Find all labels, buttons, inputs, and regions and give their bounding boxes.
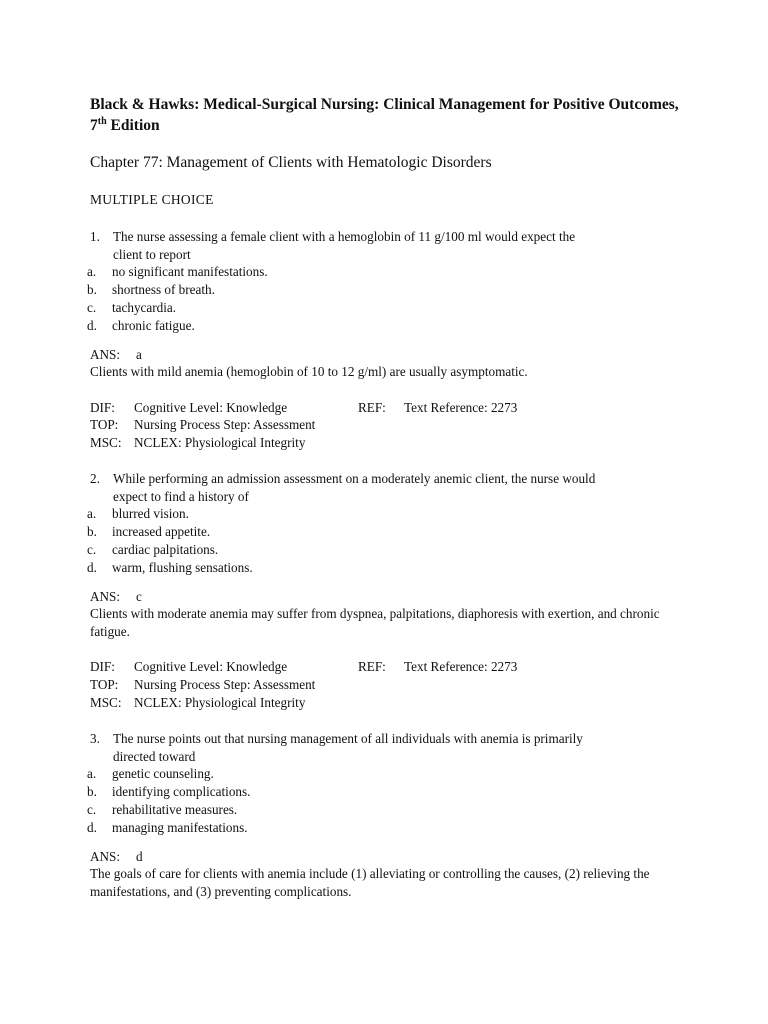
answer-label: ANS: bbox=[90, 347, 121, 362]
dif-value: Cognitive Level: Knowledge bbox=[134, 659, 288, 674]
option-text: shortness of breath. bbox=[112, 282, 215, 297]
option-text: rehabilitative measures. bbox=[112, 802, 238, 817]
dif-label: DIF: bbox=[90, 659, 115, 674]
option-letter: c. bbox=[87, 300, 97, 315]
edition-superscript: th bbox=[97, 115, 107, 127]
option-text: warm, flushing sensations. bbox=[112, 560, 253, 575]
answer-line bbox=[90, 848, 143, 866]
question-stem-line-1: The nurse assessing a female client with a hemoglobin of 11 g/100 ml would expect the bbox=[113, 229, 576, 244]
dif-label: DIF: bbox=[90, 400, 115, 415]
answer-line bbox=[90, 346, 142, 364]
question-number: 3. bbox=[90, 731, 100, 746]
book-title-main: Black & Hawks: Medical-Surgical Nursing: Clinical Management for Positive Outcomes, 7 bbox=[90, 96, 679, 134]
option-letter: a. bbox=[87, 506, 97, 521]
option-letter: d. bbox=[87, 820, 97, 835]
answer-label: ANS: bbox=[90, 849, 121, 864]
msc-label: MSC: bbox=[90, 435, 122, 450]
dif-value: Cognitive Level: Knowledge bbox=[134, 400, 288, 415]
ref-label: REF: bbox=[358, 659, 386, 674]
question-number: 1. bbox=[90, 229, 100, 244]
answer-label: ANS: bbox=[90, 589, 121, 604]
option-letter: a. bbox=[87, 264, 97, 279]
option-text: blurred vision. bbox=[112, 506, 189, 521]
option-text: identifying complications. bbox=[112, 784, 251, 799]
rationale: The goals of care for clients with anemia include (1) alleviating or controlling the causes, (2) relieving the manifestations, and (3) preventing complications. bbox=[90, 866, 650, 899]
top-label: TOP: bbox=[90, 417, 119, 432]
option-text: managing manifestations. bbox=[112, 820, 248, 835]
question-stem-line-2: expect to find a history of bbox=[113, 488, 249, 504]
book-title-edition: Edition bbox=[106, 117, 160, 134]
answer-value: c bbox=[136, 589, 142, 604]
option-text: chronic fatigue. bbox=[112, 318, 195, 333]
book-title bbox=[90, 94, 690, 136]
option-letter: d. bbox=[87, 560, 97, 575]
option-text: tachycardia. bbox=[112, 300, 177, 315]
question-stem-line-2: directed toward bbox=[113, 748, 196, 764]
question-stem-line-1: The nurse points out that nursing management of all individuals with anemia is primarily bbox=[113, 731, 583, 746]
ref-value: Text Reference: 2273 bbox=[404, 400, 518, 415]
option-letter: b. bbox=[87, 784, 97, 799]
question-stem-line-2: client to report bbox=[113, 246, 191, 262]
answer-value: d bbox=[136, 849, 143, 864]
top-label: TOP: bbox=[90, 677, 119, 692]
question-stem-line-1: While performing an admission assessment on a moderately anemic client, the nurse would bbox=[113, 471, 596, 486]
msc-value: NCLEX: Physiological Integrity bbox=[134, 435, 306, 450]
option-letter: b. bbox=[87, 524, 97, 539]
rationale: Clients with mild anemia (hemoglobin of 10 to 12 g/ml) are usually asymptomatic. bbox=[90, 364, 528, 379]
ref-value: Text Reference: 2273 bbox=[404, 659, 518, 674]
msc-value: NCLEX: Physiological Integrity bbox=[134, 695, 306, 710]
option-letter: d. bbox=[87, 318, 97, 333]
option-letter: b. bbox=[87, 282, 97, 297]
option-text: increased appetite. bbox=[112, 524, 211, 539]
option-letter: a. bbox=[87, 766, 97, 781]
answer-line bbox=[90, 588, 142, 606]
ref-label: REF: bbox=[358, 400, 386, 415]
answer-value: a bbox=[136, 347, 142, 362]
msc-label: MSC: bbox=[90, 695, 122, 710]
option-letter: c. bbox=[87, 802, 97, 817]
rationale: Clients with moderate anemia may suffer from dyspnea, palpitations, diaphoresis with exertion, and chronic fatigue. bbox=[90, 606, 660, 639]
option-letter: c. bbox=[87, 542, 97, 557]
top-value: Nursing Process Step: Assessment bbox=[134, 417, 316, 432]
option-text: no significant manifestations. bbox=[112, 264, 268, 279]
question-number: 2. bbox=[90, 471, 100, 486]
chapter-heading: Chapter 77: Management of Clients with Hematologic Disorders bbox=[90, 154, 492, 171]
top-value: Nursing Process Step: Assessment bbox=[134, 677, 316, 692]
option-text: cardiac palpitations. bbox=[112, 542, 219, 557]
option-text: genetic counseling. bbox=[112, 766, 214, 781]
section-heading: MULTIPLE CHOICE bbox=[90, 192, 214, 207]
